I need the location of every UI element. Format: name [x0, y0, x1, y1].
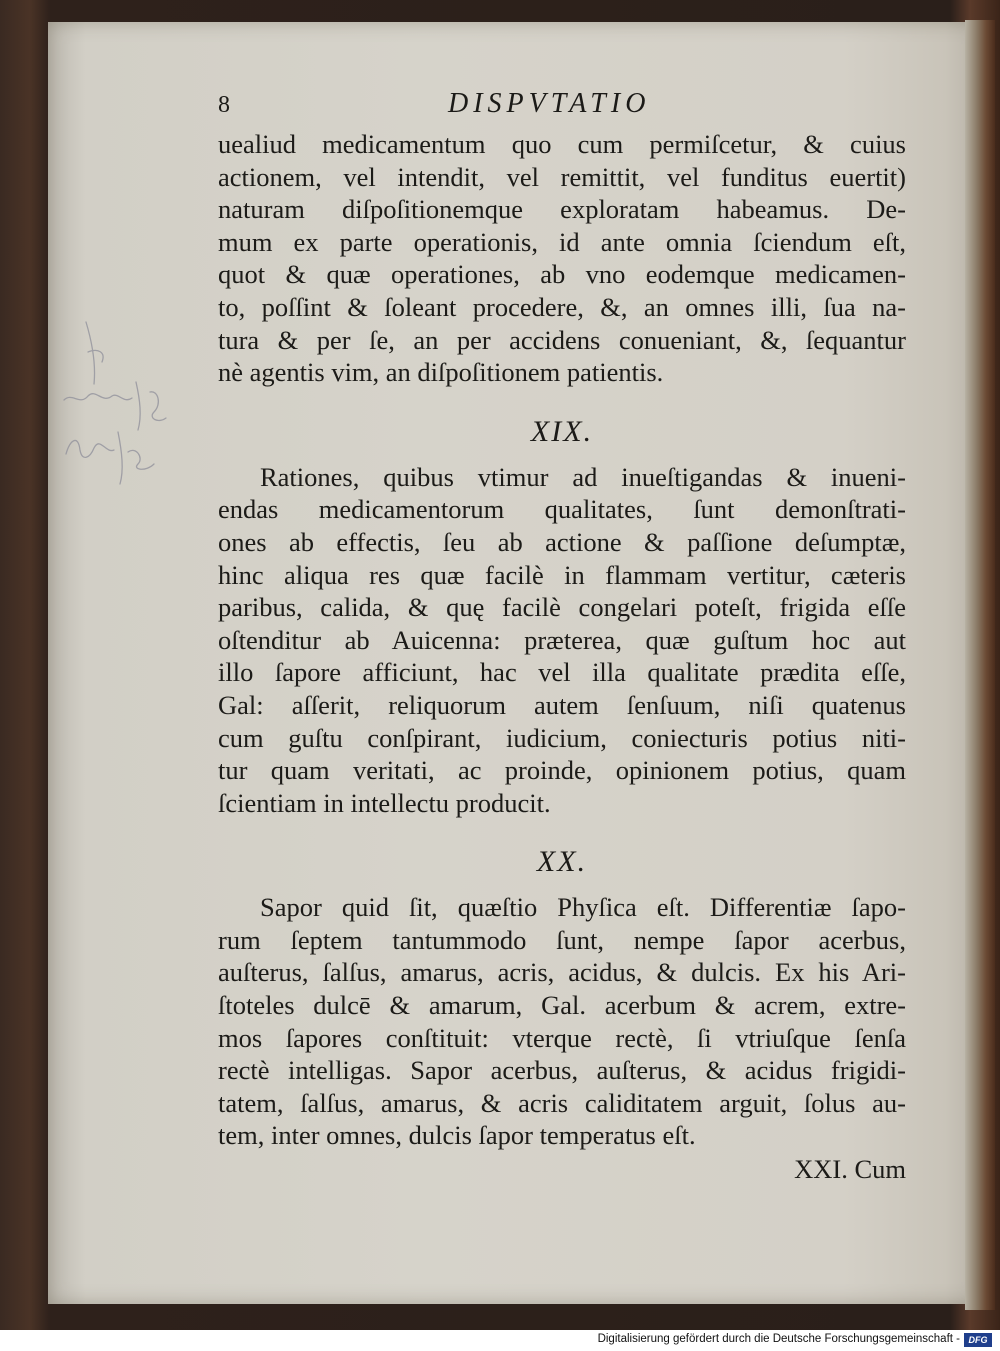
handwritten-marginalia-drawing: [58, 312, 208, 502]
text-line: quot & quæ operationes, ab vno eodemque medicamen-: [218, 259, 906, 290]
body-text: [218, 128, 906, 1186]
running-title: DISPVTATIO: [448, 88, 651, 119]
text-line: cum guſtu conſpirant, iudicium, coniecturis potius niti-: [218, 722, 906, 753]
text-line: tura & per ſe, an per accidens conueniant, &, ſequantur: [218, 324, 906, 355]
footer-bar: [0, 1330, 1000, 1351]
text-line: tem, inter omnes, dulcis ſapor temperatus eſt.: [218, 1120, 696, 1151]
text-line: hinc aliqua res quæ facilè in flammam vertitur, cæteris: [218, 559, 906, 590]
text-line: auſterus, ſalſus, amarus, acris, acidus, & dulcis. Ex his Ari-: [218, 957, 906, 988]
text-line: mos ſapores conſtituit: vterque rectè, ſi vtriuſque ſenſa: [218, 1022, 906, 1053]
page-number: 8: [218, 92, 230, 118]
text-line: Gal: aſſerit, reliquorum autem ſenſuum, niſi quatenus: [218, 689, 906, 720]
handwritten-margin-note: [58, 312, 208, 502]
text-line: paribus, calida, & quę facilè congelari poteſt, frigida eſſe: [218, 592, 906, 623]
text-line: actionem, vel intendit, vel remittit, vel funditus euertit): [218, 161, 906, 192]
dfg-logo: DFG: [964, 1333, 992, 1347]
text-line: illo ſapore afficiunt, hac vel illa qualitate prædita eſſe,: [218, 657, 906, 688]
text-line: Rationes, quibus vtimur ad inueſtigandas & inueni-: [260, 461, 906, 492]
section-heading-xix: XIX.: [530, 414, 594, 448]
text-line: tatem, ſalſus, amarus, & acris caliditatem arguit, ſolus au-: [218, 1087, 906, 1118]
text-line: ſcientiam in intellectu producit.: [218, 787, 551, 818]
text-line: naturam diſpoſitionemque exploratam habeamus. De-: [218, 194, 906, 225]
section-paragraph-xx: [218, 891, 906, 1152]
text-line: to, poſſint & ſoleant procedere, &, an omnes illi, ſua na-: [218, 291, 906, 322]
funding-note: Digitalisierung gefördert durch die Deutsche Forschungsgemeinschaft -: [597, 1333, 960, 1345]
text-line: rectè intelligas. Sapor acerbus, auſterus, & acidus frigidi-: [218, 1055, 906, 1086]
text-line: endas medicamentorum qualitates, ſunt demonſtrati-: [218, 494, 906, 525]
text-line: oſtenditur ab Auicenna: præterea, quæ guſtum hoc aut: [218, 624, 906, 655]
text-line: nè agentis vim, an diſpoſitionem patientis.: [218, 357, 664, 388]
catchword: XXI. Cum: [794, 1154, 906, 1185]
section-heading-xx: XX.: [536, 845, 588, 879]
text-line: uealiud medicamentum quo cum permiſcetur, & cuius: [218, 129, 906, 159]
page-header: [218, 88, 678, 128]
text-line: mum ex parte operationis, id ante omnia ſciendum eſt,: [218, 226, 906, 257]
book-edge: [965, 20, 995, 1310]
text-line: rum ſeptem tantummodo ſunt, nempe ſapor acerbus,: [218, 924, 906, 955]
text-line: ſtoteles dulcē & amarum, Gal. acerbum & acrem, extre-: [218, 990, 906, 1021]
continuation-paragraph: [218, 128, 906, 389]
section-paragraph-xix: [218, 461, 906, 820]
text-line: ones ab effectis, ſeu ab actione & paſſione deſumptæ,: [218, 526, 906, 557]
text-line: Sapor quid ſit, quæſtio Phyſica eſt. Differentiæ ſapo-: [260, 892, 906, 923]
text-line: tur quam veritati, ac proinde, opinionem potius, quam: [218, 755, 906, 786]
